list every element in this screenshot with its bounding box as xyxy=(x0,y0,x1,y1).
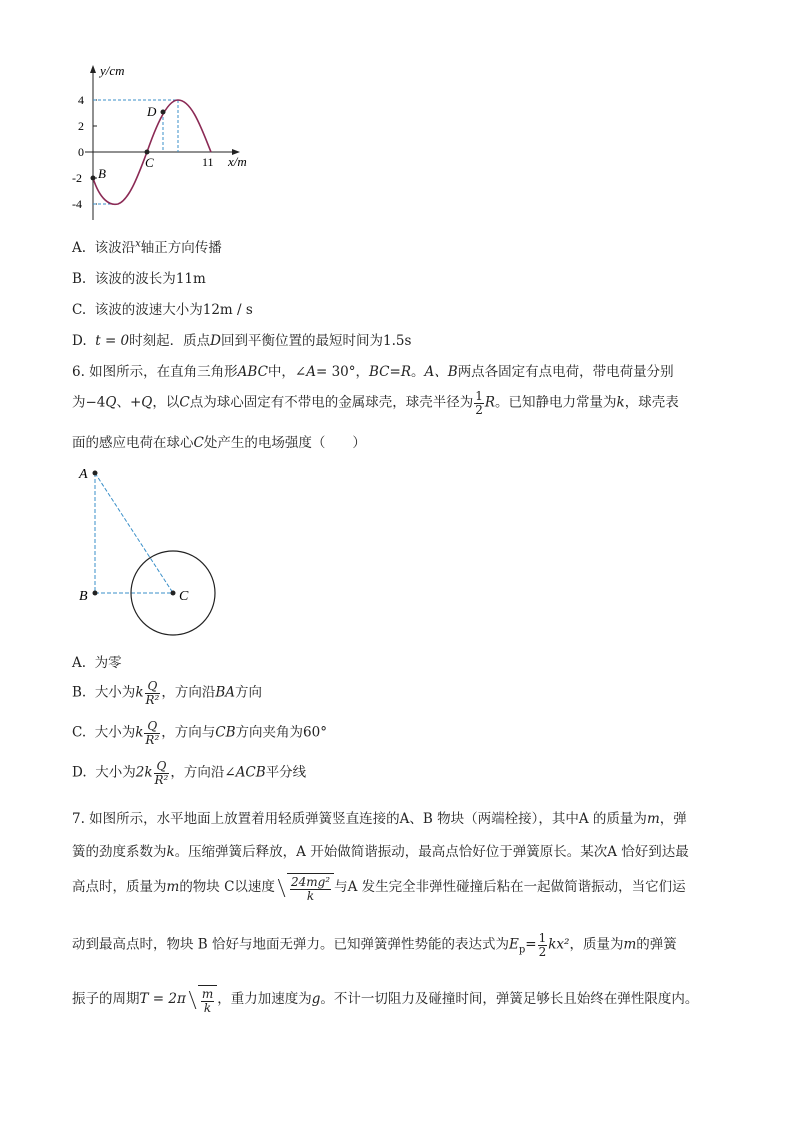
period-sqrt: $\frac{m}{k}$ xyxy=(186,985,217,1014)
label-b: B xyxy=(79,589,88,604)
q6-option-b: B. 大小为k $\frac{Q}{\text{R²}}$ ，方向沿BA方向 xyxy=(72,679,263,707)
label-c: C xyxy=(179,589,189,604)
point-b xyxy=(91,176,96,181)
q7-line-5: 振子的周期T = 2π $\frac{m}{k}$ ，重力加速度为g。不计一切阻力及碰撞时间，弹簧足够长且始终在弹性限度内。 xyxy=(72,987,699,1015)
y-tick-4: 4 xyxy=(78,93,84,107)
y-tick-0: 0 xyxy=(78,145,84,159)
q5-option-b: B. 该波的波长为11m xyxy=(72,271,206,287)
y-axis-label: y/cm xyxy=(100,63,125,78)
triangle-figure xyxy=(75,460,225,645)
half-fraction: $\frac{1}{2}$ xyxy=(475,389,483,417)
q6-option-c: C. 大小为k $\frac{Q}{\text{R²}}$ ，方向与CB方向夹角为60° xyxy=(72,719,327,747)
label-c: C xyxy=(145,155,154,170)
y-tick-neg4: -4 xyxy=(72,197,82,211)
dashed-ac xyxy=(95,473,173,593)
q6-line-1: 6. 如图所示，在直角三角形ABC中，∠A= 30°，BC=R。A、B两点各固定有点电荷，带电荷量分别 xyxy=(72,364,674,380)
q7-line-4: 动到最高点时，物块 B 恰好与地面无弹力。已知弹簧弹性势能的表达式为$E_p=$ $\frac{1}{2}$ kx²，质量为m的弹簧 xyxy=(72,931,677,959)
x-axis-label: x/m xyxy=(228,154,247,169)
label-d: D xyxy=(147,104,157,119)
q5-option-a: A. 该波沿$^x$轴正方向传播 xyxy=(72,238,222,256)
q6-line-3: 面的感应电荷在球心C处产生的电场强度（ ） xyxy=(72,435,366,451)
label-b: B xyxy=(98,166,106,181)
point-b xyxy=(93,591,98,596)
q5-option-c: C. 该波的波速大小为12m / s xyxy=(72,302,253,318)
q6-option-a: A. 为零 xyxy=(72,655,122,671)
q7-line-3: 高点时，质量为m的物块 C以速度 $\frac{\text{24mg²}}{k}$ 与A 发生完全非弹性碰撞后粘在一起做简谐振动，当它们运 xyxy=(72,875,686,903)
point-a xyxy=(93,471,98,476)
q5-option-d: D. t = 0时刻起．质点D回到平衡位置的最短时间为1.5s xyxy=(72,333,412,349)
y-axis-arrow xyxy=(90,65,96,73)
point-d xyxy=(161,110,166,115)
y-tick-neg2: -2 xyxy=(72,171,82,185)
point-c xyxy=(171,591,176,596)
q6-line-2: 为−4Q、+Q，以C点为球心固定有不带电的金属球壳，球壳半径为 $\frac{1}{2}$ R。已知静电力常量为k，球壳表 xyxy=(72,389,679,417)
velocity-sqrt: $\frac{\text{24mg²}}{k}$ xyxy=(275,873,334,902)
y-tick-2: 2 xyxy=(78,119,84,133)
wave-graph xyxy=(70,60,270,230)
label-a: A xyxy=(79,467,88,482)
q7-line-2: 簧的劲度系数为k。压缩弹簧后释放，A 开始做简谐振动，最高点恰好位于弹簧原长。某次A 恰好到达最 xyxy=(72,844,689,860)
x-tick-11: 11 xyxy=(202,155,214,169)
q7-line-1: 7. 如图所示，水平地面上放置着用轻质弹簧竖直连接的A、B 物块（两端栓接），其中A 的质量为m，弹 xyxy=(72,811,687,827)
q6-option-d: D. 大小为2k $\frac{Q}{\text{R²}}$ ，方向沿∠ACB平分线 xyxy=(72,759,307,787)
point-c xyxy=(145,150,150,155)
